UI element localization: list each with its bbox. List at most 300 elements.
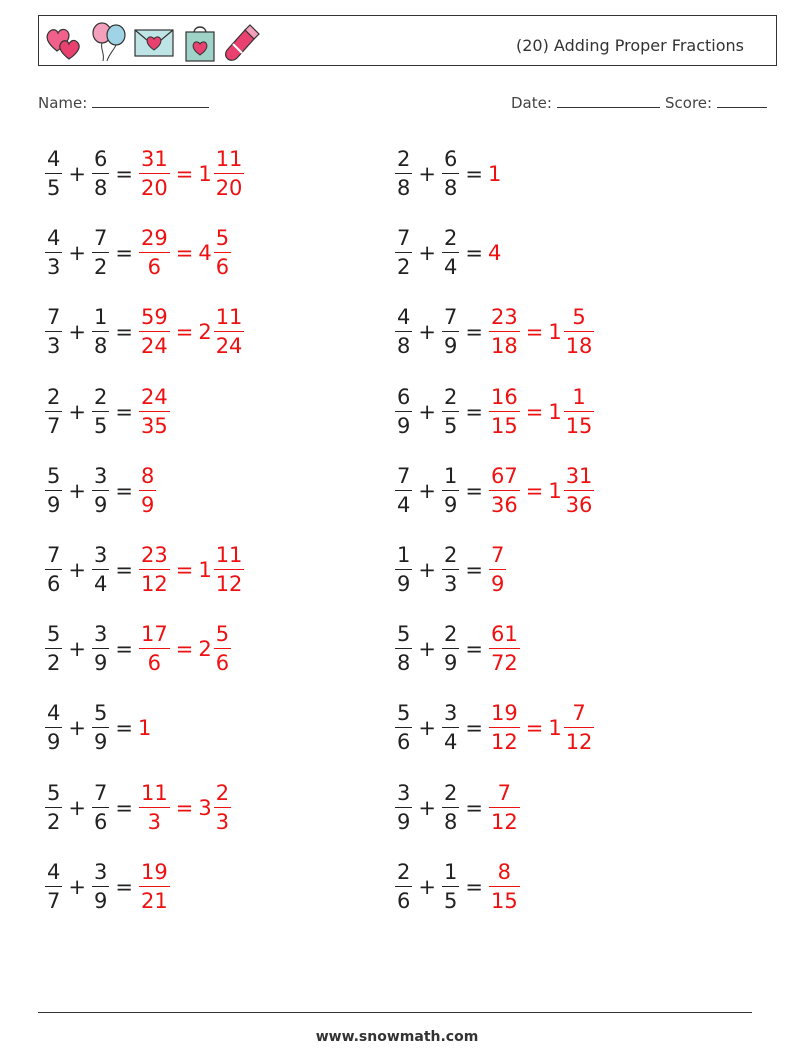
plus-sign: + bbox=[418, 716, 436, 741]
addend-fraction-numerator: 5 bbox=[47, 780, 61, 805]
equals-sign: = bbox=[465, 874, 483, 899]
answer-improper-fraction-numerator: 59 bbox=[140, 305, 168, 330]
problem-item bbox=[44, 698, 152, 758]
addend-fraction-denominator: 9 bbox=[45, 490, 62, 516]
problem-item bbox=[394, 144, 502, 204]
plus-sign: + bbox=[68, 716, 86, 741]
answer-improper-fraction bbox=[139, 307, 170, 357]
addend-fraction-denominator: 9 bbox=[395, 569, 412, 595]
problem-item bbox=[394, 857, 521, 917]
addend-fraction-denominator: 9 bbox=[395, 411, 412, 437]
answer-mixed-fraction bbox=[564, 384, 595, 438]
answer-improper-fraction bbox=[489, 384, 520, 438]
equals-sign: = bbox=[115, 795, 133, 820]
answer-improper-fraction bbox=[489, 463, 520, 517]
name-label: Name: bbox=[38, 94, 88, 112]
equals-sign: = bbox=[175, 637, 194, 662]
addend-fraction-numerator: 5 bbox=[397, 701, 411, 726]
answer-improper-fraction-numerator: 23 bbox=[490, 305, 518, 330]
addend-fraction-numerator: 1 bbox=[443, 859, 458, 884]
addend-fraction-denominator: 3 bbox=[45, 252, 62, 278]
addend-fraction bbox=[395, 624, 412, 674]
answer-fraction-denominator: 35 bbox=[139, 411, 170, 437]
addend-fraction-numerator: 7 bbox=[47, 543, 61, 567]
addend-fraction bbox=[45, 384, 62, 438]
answer-fraction-denominator: 12 bbox=[489, 807, 520, 833]
addend-fraction bbox=[92, 149, 109, 199]
addend-fraction-denominator: 6 bbox=[92, 807, 109, 833]
problem-item bbox=[44, 223, 232, 283]
answer-improper-fraction-denominator: 12 bbox=[489, 727, 520, 753]
equals-sign: = bbox=[465, 320, 483, 345]
answer-fraction bbox=[489, 780, 520, 834]
equals-sign: = bbox=[115, 241, 133, 266]
problem-item bbox=[394, 461, 595, 521]
answer-mixed-fraction-numerator: 1 bbox=[572, 384, 586, 409]
answer-whole-part: 3 bbox=[198, 795, 212, 820]
addend-fraction bbox=[45, 859, 62, 913]
answer bbox=[138, 716, 152, 740]
addend-fraction bbox=[45, 624, 62, 674]
plus-sign: + bbox=[68, 241, 86, 266]
addend-fraction-denominator: 7 bbox=[45, 886, 62, 912]
addend-fraction-numerator: 7 bbox=[47, 305, 61, 330]
addend-fraction-numerator: 5 bbox=[93, 701, 108, 726]
addend-fraction bbox=[45, 228, 62, 278]
answer bbox=[488, 241, 502, 265]
addend-fraction-numerator: 4 bbox=[47, 701, 61, 726]
answer bbox=[138, 307, 245, 357]
problem-item bbox=[44, 382, 171, 442]
answer-improper-fraction bbox=[139, 545, 170, 595]
addend-fraction-numerator: 3 bbox=[93, 463, 108, 488]
addend-fraction bbox=[45, 149, 62, 199]
plus-sign: + bbox=[68, 558, 86, 582]
love-letter-icon bbox=[133, 21, 175, 63]
addend-fraction-denominator: 9 bbox=[45, 727, 62, 753]
answer-whole-part: 1 bbox=[548, 716, 562, 741]
answer-mixed-fraction bbox=[214, 228, 231, 278]
addend-fraction bbox=[395, 463, 412, 517]
plus-sign: + bbox=[68, 637, 86, 662]
addend-fraction-numerator: 7 bbox=[93, 780, 108, 805]
addend-fraction-numerator: 2 bbox=[443, 384, 458, 409]
equals-sign: = bbox=[525, 320, 544, 345]
addend-fraction-denominator: 6 bbox=[395, 886, 412, 912]
answer-improper-fraction-denominator: 12 bbox=[139, 569, 170, 595]
addend-fraction-denominator: 8 bbox=[92, 331, 109, 357]
addend-fraction-numerator: 1 bbox=[443, 463, 458, 488]
addend-fraction-denominator: 9 bbox=[395, 807, 412, 833]
addend-fraction bbox=[395, 703, 412, 753]
addend-fraction bbox=[92, 228, 109, 278]
addend-fraction-denominator: 4 bbox=[442, 727, 459, 753]
problem-item bbox=[394, 302, 595, 362]
addend-fraction bbox=[442, 307, 459, 357]
addend-fraction-denominator: 9 bbox=[92, 886, 109, 912]
answer-whole-part: 2 bbox=[198, 320, 212, 345]
addend-fraction-denominator: 5 bbox=[92, 411, 109, 437]
plus-sign: + bbox=[418, 558, 436, 582]
addend-fraction-denominator: 4 bbox=[395, 490, 412, 516]
problem-item bbox=[394, 619, 521, 679]
plus-sign: + bbox=[418, 162, 436, 186]
addend-fraction-numerator: 4 bbox=[47, 226, 61, 251]
answer-improper-fraction-denominator: 3 bbox=[139, 807, 170, 833]
answer-improper-fraction bbox=[139, 624, 170, 674]
answer bbox=[138, 384, 171, 438]
addend-fraction-numerator: 2 bbox=[443, 226, 458, 251]
addend-fraction-denominator: 7 bbox=[45, 411, 62, 437]
answer-fraction-numerator: 8 bbox=[140, 463, 155, 488]
champagne-bottle-icon bbox=[223, 21, 265, 63]
answer-improper-fraction-denominator: 36 bbox=[489, 490, 520, 516]
addend-fraction-numerator: 5 bbox=[47, 622, 61, 647]
answer-improper-fraction-denominator: 6 bbox=[139, 252, 170, 278]
equals-sign: = bbox=[525, 478, 544, 503]
answer bbox=[488, 703, 595, 753]
answer-improper-fraction-numerator: 17 bbox=[140, 622, 168, 647]
addend-fraction bbox=[442, 624, 459, 674]
answer bbox=[488, 624, 521, 674]
answer-fraction-denominator: 15 bbox=[489, 886, 520, 912]
addend-fraction-denominator: 8 bbox=[442, 173, 459, 199]
answer-fraction-denominator: 9 bbox=[139, 490, 156, 516]
score-blank[interactable] bbox=[717, 93, 767, 108]
addend-fraction-denominator: 4 bbox=[92, 569, 109, 595]
equals-sign: = bbox=[175, 320, 194, 345]
addend-fraction bbox=[395, 780, 412, 834]
answer-fraction-numerator: 8 bbox=[497, 859, 512, 884]
addend-fraction-numerator: 4 bbox=[47, 147, 61, 171]
answer-improper-fraction-numerator: 29 bbox=[140, 226, 168, 251]
problem-item bbox=[44, 302, 245, 362]
addend-fraction bbox=[45, 463, 62, 517]
answer-mixed-fraction-denominator: 24 bbox=[214, 331, 245, 357]
equals-sign: = bbox=[525, 399, 544, 424]
answer-improper-fraction bbox=[489, 703, 520, 753]
answer-mixed-fraction-denominator: 20 bbox=[214, 173, 245, 199]
answer bbox=[488, 859, 521, 913]
addend-fraction-numerator: 6 bbox=[93, 147, 108, 171]
answer bbox=[488, 780, 521, 834]
answer-mixed-fraction-denominator: 6 bbox=[214, 252, 231, 278]
addend-fraction-numerator: 3 bbox=[443, 701, 458, 726]
addend-fraction bbox=[442, 149, 459, 199]
plus-sign: + bbox=[68, 795, 86, 820]
answer-integer: 4 bbox=[487, 241, 502, 266]
addend-fraction-numerator: 5 bbox=[47, 463, 61, 488]
plus-sign: + bbox=[68, 874, 86, 899]
addend-fraction-numerator: 7 bbox=[397, 226, 411, 251]
problem-item bbox=[44, 144, 245, 204]
addend-fraction-numerator: 3 bbox=[93, 859, 108, 884]
addend-fraction-numerator: 2 bbox=[397, 859, 411, 884]
plus-sign: + bbox=[418, 399, 436, 424]
addend-fraction-denominator: 5 bbox=[442, 411, 459, 437]
problem-item bbox=[394, 698, 595, 758]
addend-fraction-denominator: 9 bbox=[442, 331, 459, 357]
answer-whole-part: 1 bbox=[198, 162, 212, 186]
equals-sign: = bbox=[465, 637, 483, 662]
problem-item bbox=[394, 382, 595, 442]
footer-divider bbox=[38, 1012, 752, 1013]
answer-mixed-fraction bbox=[214, 545, 245, 595]
answer-mixed-fraction-denominator: 12 bbox=[564, 727, 595, 753]
answer-improper-fraction-numerator: 19 bbox=[490, 701, 518, 726]
addend-fraction bbox=[45, 703, 62, 753]
equals-sign: = bbox=[115, 558, 133, 582]
addend-fraction bbox=[442, 384, 459, 438]
addend-fraction bbox=[45, 307, 62, 357]
equals-sign: = bbox=[115, 162, 133, 186]
addend-fraction bbox=[45, 780, 62, 834]
answer-fraction-denominator: 72 bbox=[489, 648, 520, 674]
gift-bag-icon bbox=[183, 21, 217, 63]
answer-mixed-fraction-denominator: 36 bbox=[564, 490, 595, 516]
answer-fraction-numerator: 7 bbox=[497, 780, 512, 805]
answer-mixed-fraction bbox=[564, 463, 595, 517]
addend-fraction bbox=[395, 149, 412, 199]
plus-sign: + bbox=[418, 637, 436, 662]
problem-item bbox=[44, 540, 245, 600]
equals-sign: = bbox=[115, 399, 133, 424]
answer-improper-fraction-denominator: 20 bbox=[139, 173, 170, 199]
equals-sign: = bbox=[465, 162, 483, 186]
answer bbox=[138, 859, 171, 913]
addend-fraction-denominator: 2 bbox=[92, 252, 109, 278]
addend-fraction-denominator: 8 bbox=[92, 173, 109, 199]
equals-sign: = bbox=[465, 558, 483, 582]
problem-item bbox=[44, 857, 171, 917]
plus-sign: + bbox=[68, 399, 86, 424]
problem-item bbox=[394, 540, 507, 600]
answer-improper-fraction-numerator: 31 bbox=[140, 147, 168, 171]
addend-fraction-numerator: 6 bbox=[397, 384, 411, 409]
answer-fraction bbox=[139, 384, 170, 438]
addend-fraction-numerator: 1 bbox=[93, 305, 108, 330]
balloons-icon bbox=[89, 21, 129, 63]
answer-mixed-fraction-numerator: 5 bbox=[572, 305, 586, 330]
answer-fraction bbox=[489, 545, 506, 595]
equals-sign: = bbox=[175, 241, 194, 266]
answer-fraction-numerator: 24 bbox=[140, 384, 168, 409]
addend-fraction bbox=[442, 545, 459, 595]
addend-fraction-denominator: 4 bbox=[442, 252, 459, 278]
equals-sign: = bbox=[115, 320, 133, 345]
addend-fraction-denominator: 6 bbox=[45, 569, 62, 595]
answer bbox=[488, 162, 502, 186]
score-field[interactable] bbox=[665, 93, 767, 112]
addend-fraction-numerator: 1 bbox=[397, 543, 411, 567]
answer bbox=[138, 624, 232, 674]
answer-integer: 1 bbox=[487, 162, 502, 186]
answer-fraction bbox=[139, 463, 156, 517]
answer-whole-part: 1 bbox=[548, 320, 562, 345]
plus-sign: + bbox=[418, 241, 436, 266]
answer-improper-fraction-denominator: 15 bbox=[489, 411, 520, 437]
answer-improper-fraction-denominator: 6 bbox=[139, 648, 170, 674]
answer-mixed-fraction-numerator: 5 bbox=[215, 622, 230, 647]
addend-fraction-numerator: 3 bbox=[397, 780, 411, 805]
answer-fraction bbox=[489, 624, 520, 674]
answer-fraction-denominator: 9 bbox=[489, 569, 506, 595]
addend-fraction-denominator: 3 bbox=[45, 331, 62, 357]
answer-fraction-numerator: 19 bbox=[140, 859, 168, 884]
equals-sign: = bbox=[115, 637, 133, 662]
answer-improper-fraction bbox=[489, 307, 520, 357]
addend-fraction-denominator: 2 bbox=[45, 807, 62, 833]
addend-fraction-denominator: 9 bbox=[442, 648, 459, 674]
addend-fraction-denominator: 8 bbox=[395, 173, 412, 199]
plus-sign: + bbox=[68, 162, 86, 186]
addend-fraction bbox=[92, 703, 109, 753]
equals-sign: = bbox=[115, 716, 133, 741]
plus-sign: + bbox=[418, 320, 436, 345]
addend-fraction-denominator: 9 bbox=[92, 727, 109, 753]
answer-mixed-fraction-denominator: 3 bbox=[214, 807, 231, 833]
addend-fraction-numerator: 5 bbox=[397, 622, 411, 647]
addend-fraction bbox=[92, 780, 109, 834]
answer-whole-part: 1 bbox=[548, 478, 562, 503]
answer-mixed-fraction-denominator: 6 bbox=[214, 648, 231, 674]
addend-fraction bbox=[442, 463, 459, 517]
addend-fraction bbox=[92, 307, 109, 357]
addend-fraction-numerator: 2 bbox=[443, 543, 458, 567]
addend-fraction-numerator: 2 bbox=[397, 147, 411, 171]
answer-whole-part: 2 bbox=[198, 637, 212, 662]
answer-improper-fraction-numerator: 67 bbox=[490, 463, 518, 488]
plus-sign: + bbox=[68, 320, 86, 345]
name-blank[interactable] bbox=[92, 93, 209, 108]
answer bbox=[488, 545, 507, 595]
addend-fraction-numerator: 7 bbox=[397, 463, 411, 488]
addend-fraction-denominator: 9 bbox=[92, 490, 109, 516]
addend-fraction-numerator: 6 bbox=[443, 147, 458, 171]
addend-fraction-denominator: 8 bbox=[395, 648, 412, 674]
footer-website: www.snowmath.com bbox=[315, 1029, 479, 1045]
addend-fraction bbox=[45, 545, 62, 595]
answer-improper-fraction-denominator: 24 bbox=[139, 331, 170, 357]
equals-sign: = bbox=[115, 874, 133, 899]
equals-sign: = bbox=[465, 478, 483, 503]
answer bbox=[488, 463, 595, 517]
addend-fraction bbox=[92, 624, 109, 674]
date-blank[interactable] bbox=[557, 93, 660, 108]
plus-sign: + bbox=[418, 478, 436, 503]
answer-mixed-fraction-denominator: 18 bbox=[564, 331, 595, 357]
problem-item bbox=[44, 619, 232, 679]
addend-fraction-numerator: 2 bbox=[443, 622, 458, 647]
addend-fraction-numerator: 3 bbox=[93, 622, 108, 647]
answer-whole-part: 4 bbox=[198, 241, 212, 266]
answer-improper-fraction-numerator: 23 bbox=[140, 543, 168, 567]
equals-sign: = bbox=[175, 795, 194, 820]
addend-fraction bbox=[92, 545, 109, 595]
addend-fraction bbox=[395, 859, 412, 913]
answer-mixed-fraction-numerator: 11 bbox=[215, 543, 243, 567]
answer-mixed-fraction bbox=[564, 307, 595, 357]
addend-fraction-denominator: 3 bbox=[442, 569, 459, 595]
answer-improper-fraction-numerator: 16 bbox=[490, 384, 518, 409]
answer-mixed-fraction-numerator: 2 bbox=[215, 780, 230, 805]
answer-fraction-denominator: 21 bbox=[139, 886, 170, 912]
addend-fraction-numerator: 2 bbox=[47, 384, 61, 409]
answer-integer: 1 bbox=[137, 716, 152, 741]
answer bbox=[138, 463, 157, 517]
date-label: Date: bbox=[511, 94, 552, 112]
addend-fraction bbox=[442, 859, 459, 913]
answer-improper-fraction bbox=[139, 149, 170, 199]
answer-whole-part: 1 bbox=[198, 558, 212, 582]
worksheet-header bbox=[38, 15, 777, 66]
addend-fraction-numerator: 4 bbox=[47, 859, 61, 884]
answer bbox=[488, 307, 595, 357]
addend-fraction bbox=[442, 703, 459, 753]
answer-mixed-fraction bbox=[214, 624, 231, 674]
equals-sign: = bbox=[175, 162, 194, 186]
answer-mixed-fraction-numerator: 5 bbox=[215, 226, 230, 251]
answer-fraction-numerator: 7 bbox=[490, 543, 505, 567]
addend-fraction bbox=[395, 228, 412, 278]
equals-sign: = bbox=[465, 241, 483, 266]
addend-fraction-denominator: 8 bbox=[442, 807, 459, 833]
answer-improper-fraction-numerator: 11 bbox=[140, 780, 168, 805]
name-field[interactable] bbox=[38, 93, 209, 112]
problem-item bbox=[44, 461, 157, 521]
problem-item bbox=[394, 223, 502, 283]
answer-mixed-fraction-denominator: 12 bbox=[214, 569, 245, 595]
date-field[interactable] bbox=[511, 93, 660, 112]
answer-mixed-fraction bbox=[214, 149, 245, 199]
equals-sign: = bbox=[175, 558, 194, 582]
answer-mixed-fraction bbox=[214, 780, 231, 834]
hearts-icon bbox=[43, 21, 85, 63]
answer bbox=[138, 780, 232, 834]
addend-fraction-numerator: 7 bbox=[443, 305, 458, 330]
answer-fraction bbox=[489, 859, 520, 913]
plus-sign: + bbox=[418, 874, 436, 899]
addend-fraction-denominator: 6 bbox=[395, 727, 412, 753]
addend-fraction-numerator: 2 bbox=[93, 384, 108, 409]
addend-fraction bbox=[395, 384, 412, 438]
addend-fraction-denominator: 9 bbox=[442, 490, 459, 516]
addend-fraction bbox=[442, 228, 459, 278]
answer-mixed-fraction-numerator: 31 bbox=[565, 463, 593, 488]
problem-item bbox=[44, 778, 232, 838]
answer-mixed-fraction-numerator: 7 bbox=[572, 701, 586, 726]
addend-fraction-denominator: 9 bbox=[92, 648, 109, 674]
answer-mixed-fraction-numerator: 11 bbox=[215, 305, 243, 330]
problem-item bbox=[394, 778, 521, 838]
answer-mixed-fraction bbox=[564, 703, 595, 753]
addend-fraction-denominator: 2 bbox=[395, 252, 412, 278]
worksheet-title: (20) Adding Proper Fractions bbox=[516, 36, 744, 55]
addend-fraction-numerator: 4 bbox=[397, 305, 411, 330]
addend-fraction bbox=[92, 384, 109, 438]
addend-fraction-numerator: 2 bbox=[443, 780, 458, 805]
addend-fraction-denominator: 5 bbox=[442, 886, 459, 912]
equals-sign: = bbox=[465, 716, 483, 741]
equals-sign: = bbox=[465, 795, 483, 820]
answer-improper-fraction bbox=[139, 780, 170, 834]
addend-fraction-numerator: 7 bbox=[93, 226, 108, 251]
answer-whole-part: 1 bbox=[548, 399, 562, 424]
addend-fraction bbox=[92, 463, 109, 517]
addend-fraction-numerator: 3 bbox=[93, 543, 108, 567]
score-label: Score: bbox=[665, 94, 713, 112]
answer-improper-fraction-denominator: 18 bbox=[489, 331, 520, 357]
